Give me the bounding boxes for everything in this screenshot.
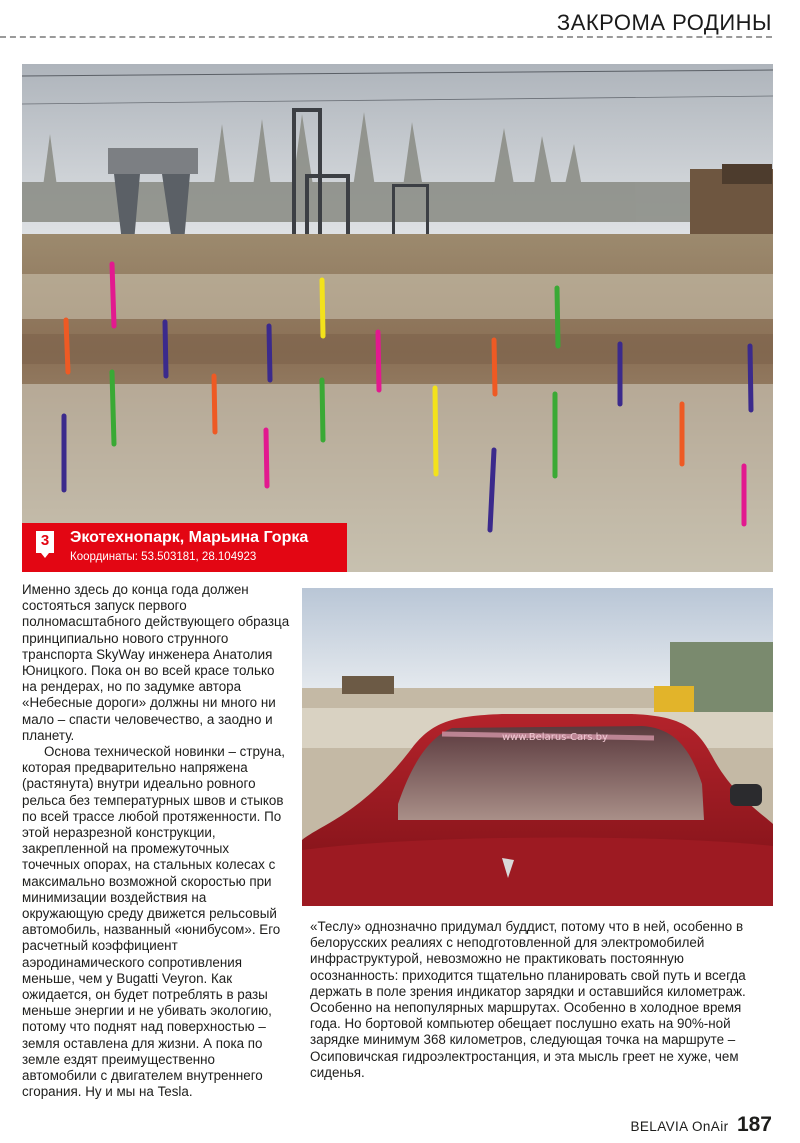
- location-number-badge: 3: [36, 531, 54, 553]
- header-dashed-rule: [0, 36, 772, 38]
- paragraph: Основа технической новинки – струна, которая предварительно напряжена (растянута) внутри идеально ровного рельса без температурных швов и стыков по всей трассе любой протяженности. По этой неразрезной конструкции, закрепленной на промежуточных точечных опорах, на стальных колесах с максимально возможной скоростью при минимизации воздействия на окружающую среду движется рельсовый автомобиль, названный «юнибусом». Его расчетный коэффициент аэродинамического сопротивления меньше, чем у Bugatti Veyron. Как ожидается, он будет потреблять в разы меньше энергии и не убивать экологию, потому что поднят над поверхностью – земля оставлена для жизни. А пока по земле ездят преимущественно автомобили с двигателем внутреннего сгорания. Ну и мы на Tesla.: [22, 744, 286, 1100]
- page-number: 187: [736, 1113, 772, 1136]
- page-footer: [631, 1113, 773, 1137]
- photo-caption: [22, 523, 347, 572]
- tesla-photo: [302, 588, 773, 906]
- main-photo-image: [22, 64, 773, 572]
- section-title: ЗАКРОМА РОДИНЫ: [556, 10, 772, 35]
- paragraph: «Теслу» однозначно придумал буддист, потому что в ней, особенно в белорусских реалиях с неподготовленной для электромобилей инфраструктурой, невозможно не практиковать постоянную осознанность: приходится тщательно планировать свой путь и всегда держать в поле зрения индикатор зарядки и оставшийся километраж. Особенно на непопулярных маршрутах. Особенно в холодное время года. Но бортовой компьютер обещает послушно ехать на 90%-ной зарядке минимум 368 километров, следующая точка на маршруте – Осиповичская гидроэлектростанция, и эта мысль греет не хуже, чем сиденья.: [310, 919, 746, 1080]
- windshield-sticker: www.Belarus-Cars.by: [502, 732, 608, 743]
- caption-coordinates: Координаты: 53.503181, 28.104923: [70, 551, 257, 563]
- caption-title: Экотехнопарк, Марьина Горка: [70, 529, 309, 546]
- paragraph: Именно здесь до конца года должен состояться запуск первого полномасштабного действующего образца принципиально нового струнного транспорта SkyWay инженера Анатолия Юницкого. Пока он во всей красе только на рендерах, но по задумке автора «Небесные дороги» должны ни много ни мало – спасти человечество, а заодно и планету.: [22, 582, 290, 743]
- article-left-column: [22, 582, 290, 1101]
- article-right-column: [310, 919, 774, 1081]
- tesla-photo-image: [302, 588, 773, 906]
- magazine-brand: BELAVIA OnAir: [630, 1119, 729, 1134]
- main-photo: [22, 64, 773, 572]
